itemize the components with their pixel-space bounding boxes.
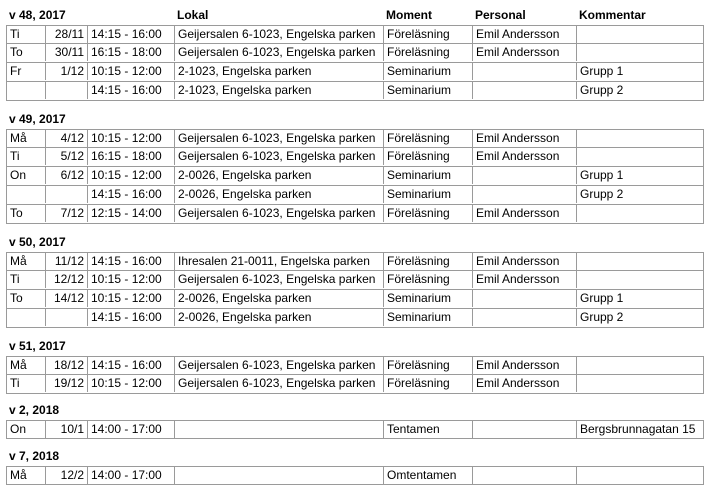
table-row: [6, 44, 704, 63]
cell-date: 11/12: [45, 253, 87, 270]
cell-day: [7, 309, 45, 326]
cell-time: 14:00 - 17:00: [87, 467, 174, 484]
cell-moment: Seminarium: [383, 290, 472, 307]
cell-room: Geijersalen 6-1023, Engelska parken: [174, 26, 383, 43]
cell-staff: [472, 186, 576, 203]
cell-moment: Föreläsning: [383, 26, 472, 43]
week-title: v 2, 2018: [9, 403, 60, 417]
cell-time: 10:15 - 12:00: [87, 271, 174, 288]
cell-moment: Föreläsning: [383, 357, 472, 374]
cell-day: On: [10, 422, 27, 436]
cell-day: Ti: [10, 149, 20, 163]
cell-staff: [472, 63, 576, 80]
cell-comment: [576, 253, 705, 270]
cell-time: 14:15 - 16:00: [87, 309, 174, 326]
cell-comment: Grupp 1: [576, 167, 705, 184]
cell-room: Geijersalen 6-1023, Engelska parken: [174, 44, 383, 61]
cell-date: [45, 309, 87, 326]
cell-day: Fr: [10, 64, 22, 78]
cell-room: 2-0026, Engelska parken: [174, 167, 383, 184]
cell-date: 28/11: [45, 26, 87, 43]
cell-time: 14:15 - 16:00: [87, 186, 174, 203]
table-row: [6, 420, 704, 439]
column-header-personal: Personal: [475, 8, 526, 22]
cell-comment: [576, 26, 705, 43]
table-row: [6, 63, 704, 82]
cell-comment: [576, 44, 705, 61]
column-header-moment: Moment: [386, 8, 432, 22]
cell-date: 10/1: [45, 421, 87, 438]
cell-staff: [472, 421, 576, 438]
cell-time: 10:15 - 12:00: [87, 63, 174, 80]
cell-date: 1/12: [45, 63, 87, 80]
cell-moment: Seminarium: [383, 63, 472, 80]
cell-moment: Föreläsning: [383, 130, 472, 147]
cell-staff: [472, 82, 576, 99]
cell-time: 10:15 - 12:00: [87, 130, 174, 147]
cell-moment: Seminarium: [383, 309, 472, 326]
cell-staff: Emil Andersson: [472, 205, 576, 222]
cell-comment: Grupp 1: [576, 290, 705, 307]
table-row: [6, 167, 704, 186]
cell-room: [174, 421, 383, 438]
cell-room: 2-1023, Engelska parken: [174, 82, 383, 99]
table-row: [6, 25, 704, 44]
week-title: v 7, 2018: [9, 449, 60, 463]
cell-time: 14:15 - 16:00: [87, 82, 174, 99]
cell-comment: Grupp 2: [576, 82, 705, 99]
table-row: [6, 82, 704, 101]
column-header-kommentar: Kommentar: [579, 8, 646, 22]
cell-comment: [576, 205, 705, 222]
cell-time: 10:15 - 12:00: [87, 375, 174, 392]
table-row: [6, 186, 704, 205]
cell-date: 6/12: [45, 167, 87, 184]
cell-day: To: [10, 206, 23, 220]
cell-day: Ti: [10, 272, 20, 286]
cell-time: 12:15 - 14:00: [87, 205, 174, 222]
cell-staff: [472, 467, 576, 484]
cell-date: 12/12: [45, 271, 87, 288]
cell-day: Må: [10, 358, 27, 372]
cell-staff: Emil Andersson: [472, 271, 576, 288]
cell-moment: Seminarium: [383, 186, 472, 203]
cell-staff: Emil Andersson: [472, 44, 576, 61]
cell-time: 10:15 - 12:00: [87, 290, 174, 307]
cell-moment: Föreläsning: [383, 271, 472, 288]
cell-time: 16:15 - 18:00: [87, 44, 174, 61]
cell-moment: Omtentamen: [383, 467, 472, 484]
cell-comment: [576, 467, 705, 484]
week-title: v 48, 2017: [9, 8, 66, 22]
week-title: v 49, 2017: [9, 112, 66, 126]
cell-day: Må: [10, 131, 27, 145]
cell-date: 5/12: [45, 148, 87, 165]
cell-staff: Emil Andersson: [472, 148, 576, 165]
table-row: [6, 356, 704, 375]
cell-room: 2-0026, Engelska parken: [174, 309, 383, 326]
table-row: [6, 252, 704, 271]
cell-room: 2-0026, Engelska parken: [174, 290, 383, 307]
cell-room: Ihresalen 21-0011, Engelska parken: [174, 253, 383, 270]
cell-time: 14:15 - 16:00: [87, 26, 174, 43]
cell-moment: Seminarium: [383, 82, 472, 99]
cell-staff: Emil Andersson: [472, 375, 576, 392]
cell-staff: Emil Andersson: [472, 130, 576, 147]
cell-moment: Tentamen: [383, 421, 472, 438]
cell-comment: [576, 271, 705, 288]
cell-moment: Föreläsning: [383, 375, 472, 392]
cell-day: Ti: [10, 376, 20, 390]
table-row: [6, 290, 704, 309]
cell-time: 14:15 - 16:00: [87, 253, 174, 270]
cell-day: [7, 82, 45, 99]
cell-comment: [576, 130, 705, 147]
cell-room: Geijersalen 6-1023, Engelska parken: [174, 130, 383, 147]
cell-date: 18/12: [45, 357, 87, 374]
cell-day: To: [10, 45, 23, 59]
cell-comment: Bergsbrunnagatan 15: [576, 421, 705, 438]
table-row: [6, 129, 704, 148]
cell-staff: [472, 309, 576, 326]
cell-date: [45, 82, 87, 99]
table-row: [6, 466, 704, 485]
cell-staff: Emil Andersson: [472, 357, 576, 374]
cell-moment: Föreläsning: [383, 253, 472, 270]
cell-date: 7/12: [45, 205, 87, 222]
week-title: v 50, 2017: [9, 235, 66, 249]
cell-day: Må: [10, 468, 27, 482]
cell-room: Geijersalen 6-1023, Engelska parken: [174, 148, 383, 165]
cell-staff: [472, 290, 576, 307]
cell-comment: [576, 357, 705, 374]
cell-date: 30/11: [45, 44, 87, 61]
cell-time: 10:15 - 12:00: [87, 167, 174, 184]
cell-date: 4/12: [45, 130, 87, 147]
cell-day: Må: [10, 254, 27, 268]
cell-day: [7, 186, 45, 203]
cell-comment: Grupp 2: [576, 186, 705, 203]
table-row: [6, 271, 704, 290]
cell-time: 14:15 - 16:00: [87, 357, 174, 374]
cell-day: On: [10, 168, 27, 182]
cell-moment: Föreläsning: [383, 44, 472, 61]
table-row: [6, 148, 704, 167]
cell-comment: [576, 148, 705, 165]
cell-day: To: [10, 291, 23, 305]
table-row: [6, 375, 704, 394]
week-title: v 51, 2017: [9, 339, 66, 353]
table-row: [6, 309, 704, 328]
cell-date: 12/2: [45, 467, 87, 484]
column-header-lokal: Lokal: [177, 8, 209, 22]
cell-date: [45, 186, 87, 203]
cell-moment: Föreläsning: [383, 205, 472, 222]
cell-room: Geijersalen 6-1023, Engelska parken: [174, 375, 383, 392]
cell-date: 14/12: [45, 290, 87, 307]
cell-time: 16:15 - 18:00: [87, 148, 174, 165]
cell-room: Geijersalen 6-1023, Engelska parken: [174, 205, 383, 222]
cell-room: 2-0026, Engelska parken: [174, 186, 383, 203]
cell-comment: [576, 375, 705, 392]
cell-room: Geijersalen 6-1023, Engelska parken: [174, 271, 383, 288]
cell-room: 2-1023, Engelska parken: [174, 63, 383, 80]
cell-date: 19/12: [45, 375, 87, 392]
cell-staff: Emil Andersson: [472, 26, 576, 43]
table-row: [6, 205, 704, 224]
cell-day: Ti: [10, 27, 20, 41]
cell-room: [174, 467, 383, 484]
cell-staff: [472, 167, 576, 184]
cell-comment: Grupp 1: [576, 63, 705, 80]
cell-moment: Föreläsning: [383, 148, 472, 165]
cell-time: 14:00 - 17:00: [87, 421, 174, 438]
cell-room: Geijersalen 6-1023, Engelska parken: [174, 357, 383, 374]
cell-staff: Emil Andersson: [472, 253, 576, 270]
cell-comment: Grupp 2: [576, 309, 705, 326]
cell-moment: Seminarium: [383, 167, 472, 184]
